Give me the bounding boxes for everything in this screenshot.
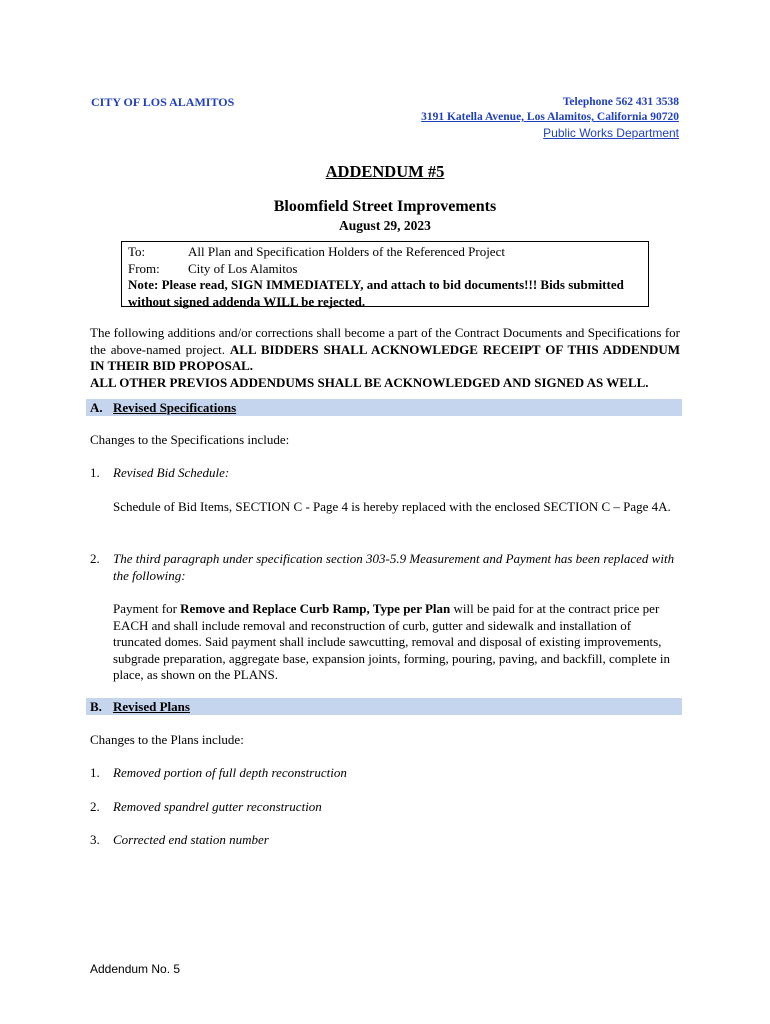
- intro-paragraph: [90, 325, 680, 391]
- body-pre: Payment for: [113, 601, 181, 616]
- intro-bold-2: ALL OTHER PREVIOS ADDENDUMS SHALL BE ACKNOWLEDGED AND SIGNED AS WELL.: [90, 374, 649, 390]
- section-a-letter: A.: [90, 400, 103, 415]
- item-text: Removed spandrel gutter reconstruction: [113, 799, 322, 814]
- memo-box: [121, 241, 649, 307]
- item-number: 2.: [90, 799, 100, 814]
- section-b-item-1: [90, 765, 680, 782]
- from-row: [128, 261, 642, 278]
- section-b-lead: Changes to the Plans include:: [90, 732, 244, 747]
- section-a-title: Revised Specifications: [113, 400, 237, 415]
- from-value: City of Los Alamitos: [188, 260, 298, 276]
- section-a-item-2-body: [113, 601, 680, 684]
- intro-text: The following additions and/or corrections shall become a part of the Contract Documents and Specifications for the above-named project.: [90, 325, 680, 357]
- section-b-header: [86, 698, 682, 715]
- section-a-item-2: [90, 551, 680, 584]
- body-bold: Remove and Replace Curb Ramp, Type per Plan: [180, 601, 451, 616]
- item-number: 1.: [90, 765, 100, 780]
- sign-note: Note: Please read, SIGN IMMEDIATELY, and attach to bid documents!!! Bids submitted without signed addenda WILL be rejected.: [128, 277, 624, 309]
- page-footer: Addendum No. 5: [90, 962, 181, 976]
- item-number: 2.: [90, 551, 100, 566]
- item-text: Revised Bid Schedule:: [113, 465, 230, 480]
- item-number: 3.: [90, 832, 100, 847]
- project-name: Bloomfield Street Improvements: [273, 198, 497, 215]
- contact-block: [421, 95, 679, 141]
- item-text: Removed portion of full depth reconstruction: [113, 765, 347, 780]
- address-link[interactable]: 3191 Katella Avenue, Los Alamitos, California 90720: [421, 111, 679, 123]
- body-post: will be paid for at the contract price per EACH and shall include removal and reconstruction of curb, gutter and sidewalk and installation of truncated domes. Said payment shall include sawcutting, removal and disposal of existing improvements, subgrade preparation, aggregate base, expansion joints, forming, pouring, paving, and backfill, complete in place, as shown on the PLANS.: [113, 601, 671, 682]
- section-a-header: [86, 399, 682, 416]
- section-b-letter: B.: [90, 699, 102, 714]
- item-text: The third paragraph under specification section 303-5.9 Measurement and Payment has been replaced with the following:: [113, 551, 675, 583]
- telephone: Telephone 562 431 3538: [562, 96, 679, 108]
- item-number: 1.: [90, 465, 100, 480]
- to-value: All Plan and Specification Holders of the Referenced Project: [188, 244, 505, 259]
- section-b-item-3: [90, 832, 680, 849]
- section-a-lead: Changes to the Specifications include:: [90, 432, 290, 447]
- section-b-item-2: [90, 799, 680, 816]
- item-text: Corrected end station number: [113, 832, 269, 847]
- city-name: CITY OF LOS ALAMITOS: [91, 95, 235, 109]
- to-label: To:: [128, 244, 146, 259]
- section-a-item-1-body: Schedule of Bid Items, SECTION C - Page 4 is hereby replaced with the enclosed SECTION C – Page 4A.: [113, 499, 671, 514]
- section-a-item-1: [90, 465, 680, 482]
- section-b-title: Revised Plans: [113, 699, 190, 714]
- intro-bold-1: ALL BIDDERS SHALL ACKNOWLEDGE RECEIPT OF THIS ADDENDUM IN THEIR BID PROPOSAL.: [90, 341, 680, 373]
- page-title: ADDENDUM #5: [325, 162, 445, 181]
- department-link[interactable]: Public Works Department: [543, 126, 679, 140]
- document-date: August 29, 2023: [339, 218, 431, 233]
- from-label: From:: [128, 260, 160, 276]
- to-row: [128, 244, 642, 261]
